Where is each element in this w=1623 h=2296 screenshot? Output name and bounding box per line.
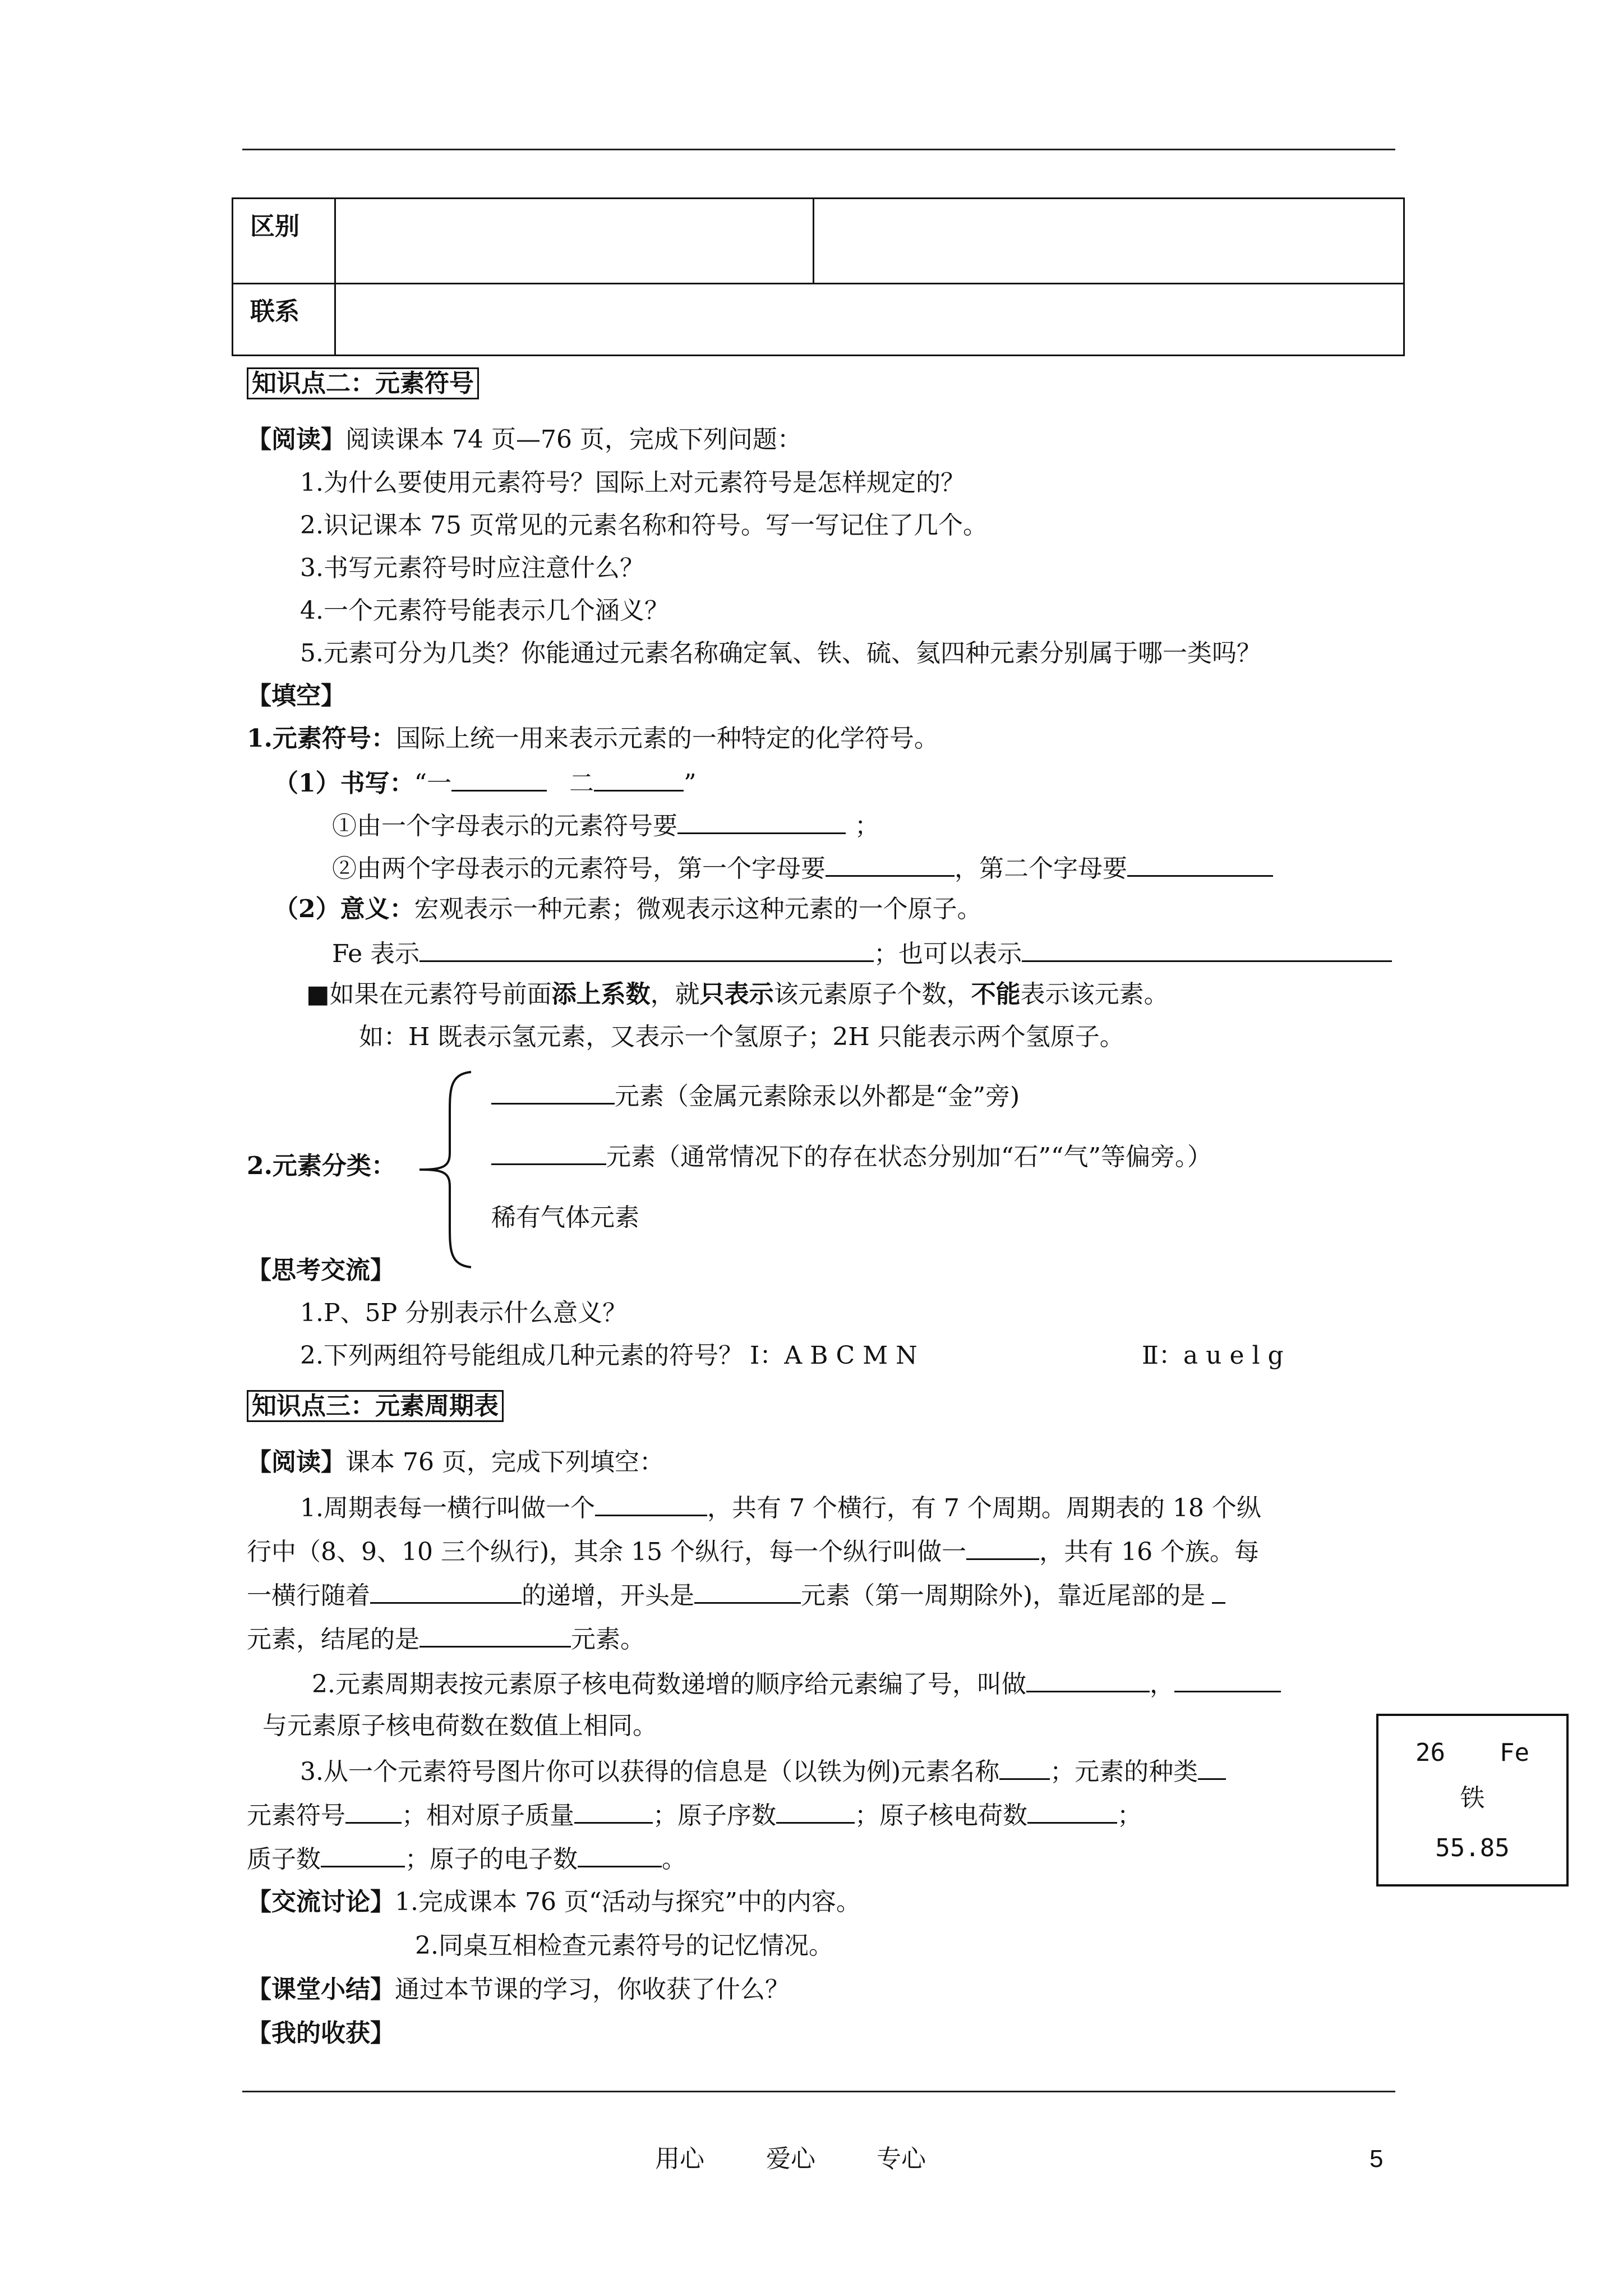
definition-label: 1.元素符号：: [247, 724, 396, 753]
element-mass: 55.85: [1435, 1834, 1510, 1862]
blank[interactable]: [1127, 850, 1273, 877]
footer-rule: [242, 2091, 1395, 2092]
blank[interactable]: [1212, 1577, 1225, 1604]
footer-motto: 用心: [655, 2145, 704, 2173]
blank[interactable]: [1022, 936, 1392, 962]
blank[interactable]: [595, 1490, 707, 1516]
para-text: 行中（8、9、10 三个纵行)，其余 15 个纵行，每一个纵行叫做一: [247, 1538, 967, 1566]
punct: ；: [855, 812, 879, 840]
note-text: 该元素原子个数，: [773, 980, 971, 1009]
write-rule: ①由一个字母表示的元素符号要: [332, 812, 677, 840]
table-label-difference: 区别: [233, 199, 335, 284]
blank[interactable]: [345, 1797, 402, 1824]
para-text: ；原子序数: [653, 1801, 776, 1830]
bullet-icon: ■: [306, 980, 330, 1009]
summary-text: 通过本节课的学习，你收获了什么？: [395, 1975, 790, 2004]
footer-motto: 爱心: [766, 2145, 815, 2173]
para-text: 1.周期表每一横行叫做一个: [300, 1494, 595, 1522]
blank[interactable]: [491, 1139, 606, 1165]
comparison-table: [232, 197, 1405, 356]
write-label: （1）书写：: [274, 769, 414, 798]
note-text: 表示该元素。: [1020, 980, 1169, 1009]
footer-motto: 专心: [877, 2145, 926, 2173]
para-text: ；相对原子质量: [402, 1801, 574, 1830]
blank[interactable]: [694, 1577, 801, 1604]
table-label-relation: 联系: [233, 284, 335, 356]
fe-text: ；也可以表示: [874, 940, 1022, 968]
para-text: 与元素原子核电荷数在数值上相同。: [262, 1711, 657, 1740]
para-text: ；原子核电荷数: [855, 1801, 1027, 1830]
para-text: 3.从一个元素符号图片你可以获得的信息是（以铁为例)元素名称: [300, 1757, 1000, 1786]
question: 1.为什么要使用元素符号？国际上对元素符号是怎样规定的？: [300, 468, 965, 497]
symbol-group-1: Ⅰ：A B C M N: [749, 1341, 917, 1370]
note-text: ，就: [650, 980, 700, 1009]
element-name: 铁: [1460, 1784, 1485, 1812]
para-text: 元素。: [571, 1625, 645, 1654]
element-symbol: Fe: [1500, 1738, 1529, 1767]
write-rule: ，第二个字母要: [955, 854, 1127, 883]
meaning-text: 宏观表示一种元素；微观表示这种元素的一个原子。: [414, 895, 982, 923]
blank[interactable]: [574, 1797, 653, 1824]
blank[interactable]: [451, 765, 547, 792]
classification-label: 2.元素分类：: [247, 1152, 396, 1180]
element-number: 26: [1415, 1738, 1445, 1767]
section-tag: 【我的收获】: [247, 2019, 395, 2047]
fe-text: Fe 表示: [332, 940, 420, 968]
section-title: 知识点三：元素周期表: [247, 1390, 504, 1422]
para-text: ；元素的种类: [1050, 1757, 1198, 1786]
blank[interactable]: [594, 765, 684, 792]
header-rule: [242, 149, 1395, 150]
blank[interactable]: [999, 1754, 1050, 1780]
para-text: ；原子的电子数: [405, 1845, 578, 1874]
table-cell[interactable]: [814, 199, 1404, 284]
blank[interactable]: [1198, 1754, 1226, 1780]
blank[interactable]: [419, 936, 874, 962]
page-number: 5: [1370, 2145, 1384, 2173]
note-text: 不能: [971, 980, 1021, 1009]
read-text: 阅读课本 74 页—76 页，完成下列问题：: [345, 425, 802, 454]
quote-text: “一: [414, 769, 452, 798]
para-text: 的递增，开头是: [522, 1581, 694, 1610]
question: 4.一个元素符号能表示几个涵义？: [300, 596, 669, 625]
quote-text: 二: [569, 769, 594, 798]
discuss-item: 1.完成课本 76 页“活动与探究”中的内容。: [395, 1888, 861, 1916]
para-text: 质子数: [247, 1845, 321, 1874]
element-card: [1376, 1714, 1569, 1887]
note-text: 如果在元素符号前面: [329, 980, 552, 1009]
section-tag: 【阅读】: [247, 1448, 345, 1476]
blank[interactable]: [321, 1841, 405, 1867]
para-text: 元素符号: [247, 1801, 345, 1830]
blank[interactable]: [578, 1841, 662, 1867]
blank[interactable]: [1174, 1666, 1281, 1692]
para-text: 2.元素周期表按元素原子核电荷数递增的顺序给元素编了号，叫做: [312, 1670, 1026, 1699]
question: 5.元素可分为几类？你能通过元素名称确定氧、铁、硫、氦四种元素分别属于哪一类吗？: [300, 639, 1261, 668]
example-text: 如：H 既表示氢元素，又表示一个氢原子；2H 只能表示两个氢原子。: [359, 1023, 1124, 1051]
note-text: 添上系数: [551, 980, 651, 1009]
blank[interactable]: [491, 1078, 615, 1105]
discuss-item: 2.同桌互相检查元素符号的记忆情况。: [415, 1931, 833, 1960]
blank[interactable]: [776, 1797, 855, 1824]
think-question: 1.P、5P 分别表示什么意义？: [300, 1299, 628, 1327]
question: 2.识记课本 75 页常见的元素名称和符号。写一写记住了几个。: [300, 511, 988, 540]
table-cell[interactable]: [335, 199, 814, 284]
question: 3.书写元素符号时应注意什么？: [300, 554, 644, 582]
para-text: ；: [1117, 1801, 1142, 1830]
blank[interactable]: [826, 850, 955, 877]
definition-text: 国际上统一用来表示元素的一种特定的化学符号。: [395, 724, 939, 753]
blank[interactable]: [370, 1577, 522, 1604]
section-tag: 【思考交流】: [247, 1256, 395, 1285]
para-text: ，共有 7 个横行，有 7 个周期。周期表的 18 个纵: [707, 1494, 1261, 1522]
class-item: 元素（金属元素除汞以外都是“金”旁): [615, 1082, 1020, 1111]
read-text: 课本 76 页，完成下列填空：: [345, 1448, 664, 1476]
section-title: 知识点二：元素符号: [247, 367, 479, 399]
section-tag: 【课堂小结】: [247, 1975, 395, 2004]
blank[interactable]: [966, 1534, 1039, 1560]
para-text: 元素，结尾的是: [247, 1625, 419, 1654]
note-text: 只表示: [699, 980, 774, 1009]
para-text: 。: [662, 1845, 686, 1874]
write-rule: ②由两个字母表示的元素符号，第一个字母要: [332, 854, 826, 883]
symbol-group-2: Ⅱ：a u e l g: [1142, 1341, 1284, 1370]
para-text: 一横行随着: [247, 1581, 370, 1610]
blank[interactable]: [419, 1621, 571, 1648]
para-text: ，: [1149, 1670, 1174, 1699]
think-question: 2.下列两组符号能组成几种元素的符号？: [300, 1341, 743, 1370]
blank[interactable]: [1027, 1797, 1117, 1824]
para-text: ，共有 16 个族。每: [1039, 1538, 1260, 1566]
section-tag: 【交流讨论】: [247, 1888, 395, 1916]
class-item: 稀有气体元素: [491, 1203, 639, 1232]
meaning-label: （2）意义：: [274, 895, 414, 923]
brace-icon: [415, 1069, 482, 1271]
section-tag: 【阅读】: [247, 425, 345, 454]
blank[interactable]: [677, 808, 846, 834]
section-tag: 【填空】: [247, 682, 345, 710]
class-item: 元素（通常情况下的存在状态分别加“石”“气”等偏旁。）: [606, 1143, 1212, 1171]
quote-text: ”: [684, 769, 697, 798]
table-cell[interactable]: [335, 284, 1404, 356]
blank[interactable]: [1026, 1666, 1150, 1692]
para-text: 元素（第一周期除外)，靠近尾部的是: [801, 1581, 1206, 1610]
